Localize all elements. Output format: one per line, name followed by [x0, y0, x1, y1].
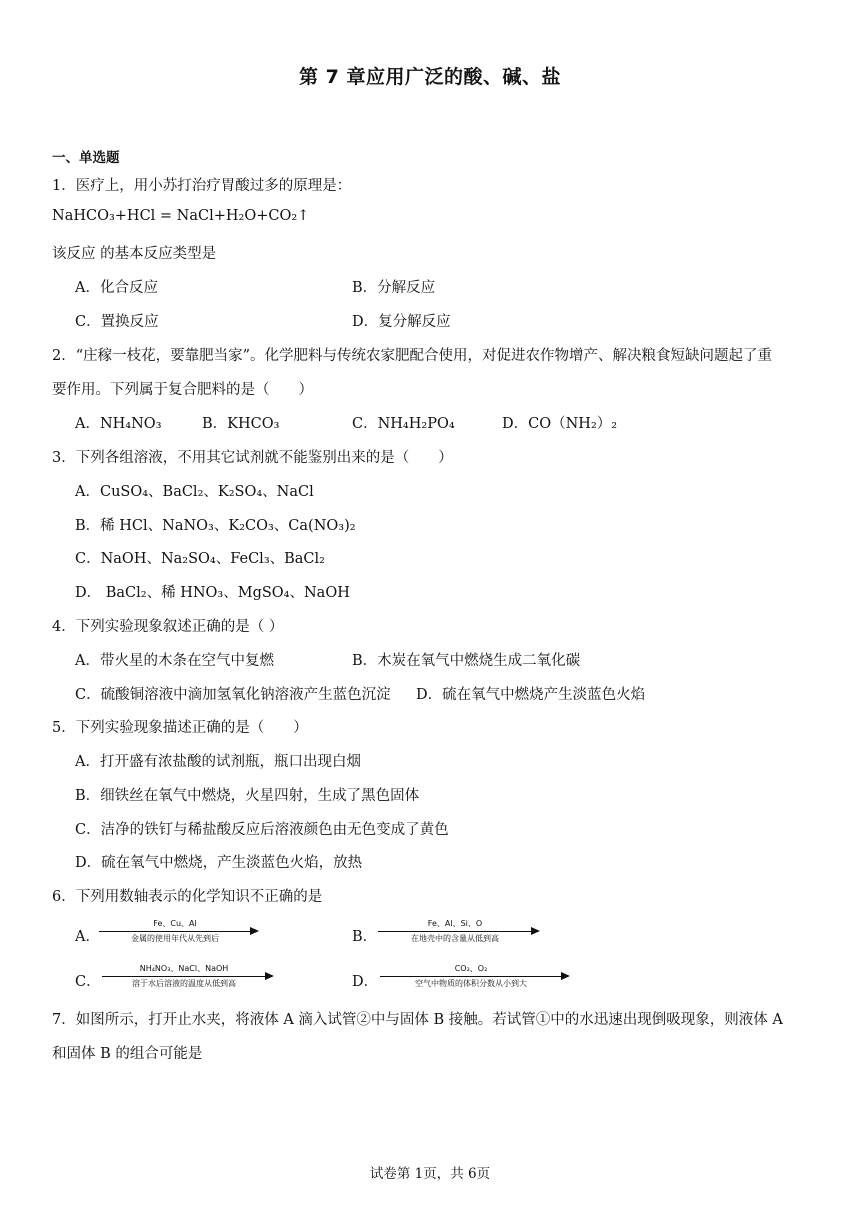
question-5-option-a: A．打开盛有浓盐酸的试剂瓶，瓶口出现白烟: [75, 754, 361, 770]
question-1-stem: 1．医疗上，用小苏打治疗胃酸过多的原理是：: [52, 178, 352, 194]
question-2-line2: 要作用。下列属于复合肥料的是（ ）: [52, 382, 313, 398]
number-line-top-label: CO₂、O₂: [454, 964, 488, 973]
question-1-option-b: B．分解反应: [352, 280, 436, 296]
question-6-option-a-letter: A．: [75, 929, 100, 945]
number-line-bottom-label: 空气中物质的体积分数从小到大: [415, 979, 527, 988]
question-6-option-c-letter: C．: [75, 974, 101, 990]
question-5-option-c: C．洁净的铁钉与稀盐酸反应后溶液颜色由无色变成了黄色: [75, 822, 449, 838]
number-line-top-label: NH₄NO₃、NaCl、NaOH: [139, 964, 229, 973]
question-7-line2: 和固体 B 的组合可能是: [52, 1046, 203, 1062]
question-4-option-c: C．硫酸铜溶液中滴加氢氧化钠溶液产生蓝色沉淀: [75, 687, 391, 703]
number-line-axis: [380, 976, 562, 977]
arrow-right-icon: [531, 927, 540, 935]
question-1-option-c: C．置换反应: [75, 314, 159, 330]
question-4-option-b: B．木炭在氧气中燃烧生成二氧化碳: [352, 653, 581, 669]
question-5-stem: 5．下列实验现象描述正确的是（ ）: [52, 720, 308, 736]
question-6-option-b-letter: B．: [352, 929, 378, 945]
question-2-option-b: B．KHCO₃: [202, 416, 280, 432]
arrow-right-icon: [250, 927, 259, 935]
section-heading-single-choice: 一、单选题: [52, 150, 120, 166]
question-1-option-d: D．复分解反应: [352, 314, 451, 330]
number-line-top-label: Fe、Al、Si、O: [427, 919, 483, 928]
question-3-option-d: D． BaCl₂、稀 HNO₃、MgSO₄、NaOH: [75, 585, 350, 601]
question-3-option-a: A．CuSO₄、BaCl₂、K₂SO₄、NaCl: [75, 484, 314, 500]
question-2-option-c: C．NH₄H₂PO₄: [352, 416, 455, 432]
question-6-stem: 6．下列用数轴表示的化学知识不正确的是: [52, 889, 323, 905]
question-6-option-b-number-line: [378, 917, 540, 951]
question-4-option-d: D．硫在氧气中燃烧产生淡蓝色火焰: [416, 687, 646, 703]
number-line-bottom-label: 在地壳中的含量从低到高: [411, 934, 499, 943]
arrow-right-icon: [561, 972, 570, 980]
question-5-option-d: D．硫在氧气中燃烧，产生淡蓝色火焰，放热: [75, 855, 363, 871]
question-2-option-a: A．NH₄NO₃: [75, 416, 162, 432]
question-4-stem: 4．下列实验现象叙述正确的是（ ）: [52, 619, 284, 635]
question-1-line3: 该反应 的基本反应类型是: [52, 246, 217, 262]
question-4-option-a: A．带火星的木条在空气中复燃: [75, 653, 274, 669]
page-footer: 试卷第 1页，共 6页: [369, 1166, 491, 1182]
question-3-option-b: B．稀 HCl、NaNO₃、K₂CO₃、Ca(NO₃)₂: [75, 518, 356, 534]
number-line-top-label: Fe、Cu、Al: [153, 919, 197, 928]
question-6-option-d-letter: D．: [352, 974, 379, 990]
question-3-option-c: C．NaOH、Na₂SO₄、FeCl₃、BaCl₂: [75, 551, 325, 567]
number-line-bottom-label: 溶于水后溶液的温度从低到高: [132, 979, 236, 988]
question-1-equation: NaHCO₃+HCl = NaCl+H₂O+CO₂↑: [52, 208, 310, 224]
number-line-axis: [99, 931, 251, 932]
question-5-option-b: B．细铁丝在氧气中燃烧，火星四射，生成了黑色固体: [75, 788, 420, 804]
page-title: 第 7 章应用广泛的酸、碱、盐: [299, 66, 561, 88]
question-6-option-d-number-line: [380, 962, 570, 996]
question-3-stem: 3．下列各组溶液，不用其它试剂就不能鉴别出来的是（ ）: [52, 450, 453, 466]
question-6-option-a-number-line: [99, 917, 259, 951]
number-line-axis: [378, 931, 532, 932]
question-2-line1: 2．“庄稼一枝花，要靠肥当家”。化学肥料与传统农家肥配合使用，对促进农作物增产、解决粮食短缺问题起了重: [52, 348, 773, 364]
question-2-option-d: D．CO（NH₂）₂: [502, 416, 618, 432]
question-7-line1: 7．如图所示，打开止水夹，将液体 A 滴入试管②中与固体 B 接触。若试管①中的水迅速出现倒吸现象，则液体 A: [52, 1012, 783, 1028]
question-6-option-c-number-line: [102, 962, 274, 996]
number-line-bottom-label: 金属的使用年代从先到后: [131, 934, 219, 943]
arrow-right-icon: [265, 972, 274, 980]
question-1-option-a: A．化合反应: [75, 280, 158, 296]
number-line-axis: [102, 976, 266, 977]
